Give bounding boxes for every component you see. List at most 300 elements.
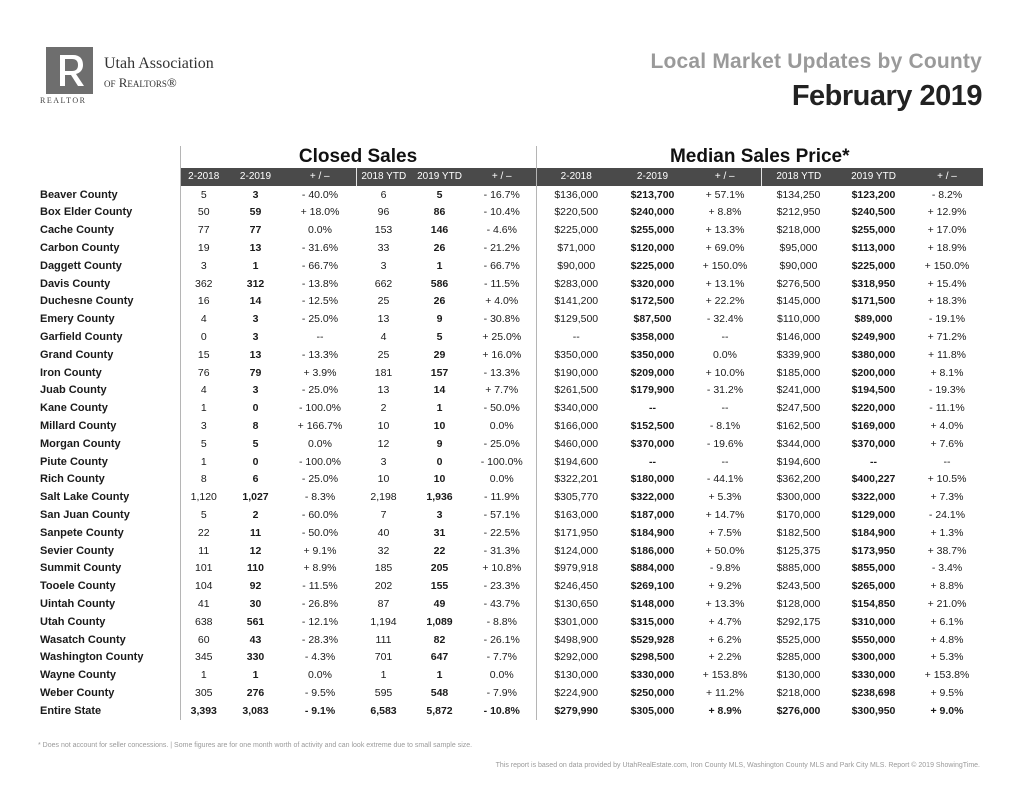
table-row bbox=[40, 275, 983, 293]
table-cell: 104 bbox=[180, 577, 227, 595]
table-cell: $218,000 bbox=[776, 224, 821, 237]
table-cell: $136,000 bbox=[536, 186, 616, 204]
table-cell: + 50.0% bbox=[705, 544, 745, 557]
table-cell: - 100.0% bbox=[298, 402, 342, 415]
table-cell: $184,900 bbox=[630, 526, 675, 539]
table-cell: 5 bbox=[180, 435, 227, 453]
table-cell: 2 bbox=[252, 509, 259, 522]
table-cell: + 8.1% bbox=[930, 366, 964, 379]
table-cell: + 18.0% bbox=[300, 206, 340, 219]
table-cell: 8 bbox=[180, 471, 227, 489]
table-cell: + 69.0% bbox=[705, 242, 745, 255]
table-cell: - 8.1% bbox=[709, 420, 741, 433]
table-cell: 49 bbox=[433, 598, 446, 611]
table-cell: $134,250 bbox=[776, 188, 821, 201]
county-name: Washington County bbox=[40, 651, 144, 664]
table-cell: $125,375 bbox=[776, 544, 821, 557]
table-cell: + 18.9% bbox=[927, 242, 967, 255]
table-cell: - 66.7% bbox=[301, 259, 339, 272]
table-cell: $169,000 bbox=[851, 420, 896, 433]
table-row bbox=[40, 417, 983, 435]
table-cell: 2 bbox=[380, 402, 387, 415]
table-cell: + 13.3% bbox=[705, 598, 745, 611]
table-row bbox=[40, 542, 983, 560]
table-cell: -- bbox=[721, 402, 729, 415]
table-cell: $340,000 bbox=[536, 399, 616, 417]
col-header-price-3: 2018 YTD bbox=[761, 168, 836, 186]
table-cell: 1 bbox=[252, 259, 259, 272]
table-cell: - 57.1% bbox=[483, 509, 520, 522]
table-cell: 146 bbox=[430, 224, 449, 237]
table-cell: $130,000 bbox=[536, 666, 616, 684]
table-cell: 5 bbox=[436, 188, 443, 201]
table-cell: 1 bbox=[180, 666, 227, 684]
table-row bbox=[40, 186, 983, 204]
table-cell: 157 bbox=[430, 366, 449, 379]
table-cell: $250,000 bbox=[630, 687, 675, 699]
table-cell: $90,000 bbox=[536, 257, 616, 275]
county-name: Salt Lake County bbox=[40, 491, 130, 504]
county-market-table bbox=[40, 146, 983, 720]
table-cell: + 7.5% bbox=[708, 526, 742, 539]
table-cell: $300,000 bbox=[851, 651, 896, 664]
county-name: Iron County bbox=[40, 366, 102, 379]
table-cell: - 50.0% bbox=[483, 402, 520, 415]
county-name: Wasatch County bbox=[40, 633, 126, 646]
table-cell: 31 bbox=[433, 526, 446, 539]
table-cell: 3,083 bbox=[242, 704, 269, 717]
table-cell: $145,000 bbox=[776, 295, 821, 308]
table-cell: $300,950 bbox=[851, 704, 896, 717]
table-cell: - 11.5% bbox=[484, 277, 520, 290]
table-cell: + 57.1% bbox=[705, 188, 745, 201]
table-cell: $130,000 bbox=[776, 669, 821, 682]
table-cell: $225,000 bbox=[851, 259, 896, 272]
table-cell: + 3.9% bbox=[303, 366, 337, 379]
table-cell: 60 bbox=[180, 631, 227, 649]
table-cell: 92 bbox=[249, 580, 262, 593]
table-cell: - 8.8% bbox=[486, 615, 517, 628]
table-cell: $225,000 bbox=[536, 221, 616, 239]
table-cell: $166,000 bbox=[536, 417, 616, 435]
table-cell: $240,500 bbox=[851, 206, 896, 219]
table-cell: $170,000 bbox=[776, 509, 821, 522]
table-cell: 0 bbox=[180, 328, 227, 346]
table-cell: + 11.2% bbox=[705, 687, 745, 699]
county-name: Entire State bbox=[40, 704, 102, 717]
total-row bbox=[40, 702, 983, 720]
col-header-price-0: 2-2018 bbox=[536, 168, 616, 186]
county-name: Carbon County bbox=[40, 242, 120, 255]
table-cell: 1,027 bbox=[242, 491, 269, 504]
table-cell: $152,500 bbox=[630, 420, 675, 433]
county-name: Utah County bbox=[40, 615, 106, 628]
table-cell: - 25.0% bbox=[483, 437, 520, 450]
county-name: Beaver County bbox=[40, 188, 118, 201]
table-cell: - 10.8% bbox=[483, 704, 520, 717]
table-cell: - 31.6% bbox=[301, 242, 339, 255]
table-row bbox=[40, 453, 983, 471]
table-cell: 87 bbox=[377, 598, 390, 611]
table-cell: 79 bbox=[249, 366, 262, 379]
table-row bbox=[40, 328, 983, 346]
table-cell: - 30.8% bbox=[483, 313, 520, 326]
table-cell: $212,950 bbox=[776, 206, 821, 219]
table-cell: + 11.8% bbox=[927, 348, 967, 361]
table-cell: 13 bbox=[377, 313, 390, 326]
table-row bbox=[40, 649, 983, 667]
table-cell: + 8.9% bbox=[303, 562, 337, 575]
table-cell: 111 bbox=[375, 633, 392, 646]
table-cell: + 7.3% bbox=[930, 491, 964, 504]
table-cell: - 21.2% bbox=[483, 242, 520, 255]
table-cell: 1 bbox=[380, 669, 387, 682]
table-cell: + 166.7% bbox=[297, 420, 343, 433]
table-cell: 22 bbox=[180, 524, 227, 542]
table-cell: 3 bbox=[180, 417, 227, 435]
col-header-closed-0: 2-2018 bbox=[180, 168, 227, 186]
table-cell: 22 bbox=[433, 544, 446, 557]
table-cell: 77 bbox=[180, 221, 227, 239]
table-cell: 3 bbox=[252, 331, 259, 344]
col-header-price-4: 2019 YTD bbox=[836, 168, 911, 186]
table-cell: + 10.5% bbox=[927, 473, 967, 486]
table-cell: 9 bbox=[436, 437, 443, 450]
table-cell: 5,872 bbox=[426, 704, 453, 717]
table-cell: - 44.1% bbox=[706, 473, 744, 486]
table-cell: $344,000 bbox=[776, 437, 821, 450]
table-cell: $194,500 bbox=[851, 384, 896, 397]
table-cell: $130,650 bbox=[536, 595, 616, 613]
table-cell: - 4.3% bbox=[304, 651, 336, 664]
table-cell: $285,000 bbox=[776, 651, 821, 664]
table-cell: 3 bbox=[180, 257, 227, 275]
table-cell: - 19.6% bbox=[706, 437, 744, 450]
table-cell: $298,500 bbox=[630, 651, 675, 664]
table-cell: - 11.5% bbox=[302, 580, 338, 593]
table-cell: 0.0% bbox=[489, 669, 514, 682]
table-cell: - 9.5% bbox=[304, 687, 336, 699]
table-cell: 59 bbox=[249, 206, 262, 219]
table-cell: - 100.0% bbox=[480, 455, 523, 468]
table-cell: - 100.0% bbox=[298, 455, 342, 468]
table-row bbox=[40, 506, 983, 524]
table-cell: + 9.1% bbox=[303, 544, 337, 557]
table-row bbox=[40, 631, 983, 649]
table-cell: + 25.0% bbox=[482, 331, 522, 344]
col-header-price-2: + / – bbox=[689, 168, 761, 186]
realtor-logo bbox=[46, 47, 93, 94]
table-cell: $276,000 bbox=[776, 704, 821, 717]
county-name: San Juan County bbox=[40, 509, 130, 522]
table-cell: $180,000 bbox=[630, 473, 675, 486]
table-cell: -- bbox=[870, 455, 877, 468]
table-cell: -- bbox=[721, 455, 729, 468]
table-cell: $190,000 bbox=[536, 364, 616, 382]
table-row bbox=[40, 524, 983, 542]
table-cell: -- bbox=[536, 328, 616, 346]
table-cell: $163,000 bbox=[536, 506, 616, 524]
table-cell: - 43.7% bbox=[483, 598, 520, 611]
table-cell: + 21.0% bbox=[927, 598, 967, 611]
table-cell: 0 bbox=[436, 455, 443, 468]
table-cell: 41 bbox=[180, 595, 227, 613]
table-cell: 1 bbox=[180, 399, 227, 417]
table-cell: $129,500 bbox=[536, 310, 616, 328]
table-cell: 1 bbox=[180, 453, 227, 471]
table-cell: 30 bbox=[249, 598, 262, 611]
table-cell: - 11.1% bbox=[929, 402, 965, 415]
table-cell: $249,900 bbox=[851, 331, 896, 344]
table-cell: $209,000 bbox=[630, 366, 675, 379]
county-name: Morgan County bbox=[40, 437, 121, 450]
table-cell: $380,000 bbox=[851, 348, 896, 361]
table-cell: 32 bbox=[377, 544, 390, 557]
table-cell: 0.0% bbox=[308, 224, 332, 237]
table-row bbox=[40, 613, 983, 631]
table-cell: 5 bbox=[252, 437, 259, 450]
col-header-closed-1: 2-2019 bbox=[227, 168, 284, 186]
table-cell: 1 bbox=[436, 402, 443, 415]
table-row bbox=[40, 560, 983, 578]
table-cell: $162,500 bbox=[776, 420, 821, 433]
table-row bbox=[40, 435, 983, 453]
table-cell: 202 bbox=[374, 580, 393, 593]
table-cell: $120,000 bbox=[630, 242, 675, 255]
county-name: Wayne County bbox=[40, 669, 116, 682]
table-cell: - 23.3% bbox=[483, 580, 520, 593]
table-cell: + 6.2% bbox=[708, 633, 742, 646]
table-cell: 15 bbox=[180, 346, 227, 364]
table-cell: 205 bbox=[430, 562, 449, 575]
table-cell: + 15.4% bbox=[927, 277, 967, 290]
table-cell: $89,000 bbox=[854, 313, 893, 326]
table-cell: + 9.5% bbox=[930, 687, 964, 699]
table-cell: 3 bbox=[252, 313, 259, 326]
table-cell: $322,201 bbox=[536, 471, 616, 489]
table-cell: 12 bbox=[249, 544, 262, 557]
table-cell: 362 bbox=[180, 275, 227, 293]
table-cell: 77 bbox=[249, 224, 262, 237]
table-cell: - 9.8% bbox=[709, 562, 741, 575]
table-cell: - 28.3% bbox=[301, 633, 339, 646]
county-name: Tooele County bbox=[40, 580, 116, 593]
table-cell: $279,990 bbox=[536, 702, 616, 720]
table-cell: -- bbox=[721, 331, 729, 344]
table-cell: $128,000 bbox=[776, 598, 821, 611]
county-name: Daggett County bbox=[40, 259, 122, 272]
table-cell: 345 bbox=[180, 649, 227, 667]
table-cell: $146,000 bbox=[776, 331, 821, 344]
table-row bbox=[40, 684, 983, 702]
table-row bbox=[40, 293, 983, 311]
table-row bbox=[40, 204, 983, 222]
table-cell: + 4.7% bbox=[708, 615, 742, 628]
report-date: February 2019 bbox=[791, 80, 982, 112]
table-cell: - 66.7% bbox=[483, 259, 520, 272]
table-row bbox=[40, 346, 983, 364]
table-cell: - 25.0% bbox=[301, 384, 339, 397]
table-cell: 3 bbox=[380, 259, 387, 272]
table-cell: $110,000 bbox=[776, 313, 820, 326]
table-cell: - 7.9% bbox=[486, 687, 517, 699]
table-cell: - 4.6% bbox=[486, 224, 517, 237]
table-cell: 647 bbox=[430, 651, 449, 664]
table-cell: + 150.0% bbox=[702, 259, 748, 272]
table-cell: 0.0% bbox=[713, 348, 737, 361]
table-cell: - 13.3% bbox=[301, 348, 339, 361]
table-cell: 86 bbox=[433, 206, 446, 219]
table-cell: 1,936 bbox=[426, 491, 453, 504]
table-cell: $246,450 bbox=[536, 577, 616, 595]
table-cell: $310,000 bbox=[851, 615, 896, 628]
table-cell: $884,000 bbox=[630, 562, 675, 575]
table-cell: $95,000 bbox=[779, 242, 818, 255]
table-cell: - 32.4% bbox=[706, 313, 744, 326]
table-cell: - 16.7% bbox=[483, 188, 520, 201]
table-cell: 638 bbox=[180, 613, 227, 631]
table-cell: 155 bbox=[430, 580, 449, 593]
table-cell: 0.0% bbox=[489, 473, 514, 486]
table-cell: $194,600 bbox=[776, 455, 821, 468]
table-cell: $318,950 bbox=[851, 277, 896, 290]
table-cell: 595 bbox=[374, 687, 393, 699]
col-header-closed-3: 2018 YTD bbox=[356, 168, 411, 186]
county-name: Duchesne County bbox=[40, 295, 134, 308]
table-cell: 7 bbox=[380, 509, 387, 522]
table-row bbox=[40, 471, 983, 489]
county-name: Sevier County bbox=[40, 544, 114, 557]
table-cell: 276 bbox=[246, 687, 265, 699]
county-name: Garfield County bbox=[40, 331, 123, 344]
table-cell: 586 bbox=[430, 277, 449, 290]
table-cell: $322,000 bbox=[851, 491, 896, 504]
table-cell: $276,500 bbox=[776, 277, 821, 290]
table-cell: 10 bbox=[433, 420, 446, 433]
table-cell: $187,000 bbox=[630, 509, 675, 522]
table-cell: $330,000 bbox=[630, 669, 675, 682]
table-cell: $87,500 bbox=[633, 313, 672, 326]
table-cell: $172,500 bbox=[630, 295, 675, 308]
table-cell: 14 bbox=[249, 295, 262, 308]
table-cell: $71,000 bbox=[536, 239, 616, 257]
table-cell: - 9.1% bbox=[304, 704, 336, 717]
table-cell: $240,000 bbox=[630, 206, 675, 219]
table-cell: + 17.0% bbox=[927, 224, 967, 237]
table-cell: $185,000 bbox=[776, 366, 821, 379]
table-cell: $124,000 bbox=[536, 542, 616, 560]
table-cell: 76 bbox=[180, 364, 227, 382]
table-cell: 1,194 bbox=[370, 615, 397, 628]
table-cell: 3 bbox=[252, 188, 259, 201]
association-line2: of Realtors® bbox=[104, 75, 177, 90]
table-cell: + 153.8% bbox=[702, 669, 748, 682]
col-header-price-1: 2-2019 bbox=[616, 168, 689, 186]
table-cell: + 10.0% bbox=[705, 366, 745, 379]
table-cell: + 16.0% bbox=[482, 348, 522, 361]
table-cell: 26 bbox=[433, 242, 446, 255]
table-cell: 43 bbox=[249, 633, 262, 646]
table-cell: 12 bbox=[377, 437, 390, 450]
table-cell: $200,000 bbox=[851, 366, 896, 379]
table-cell: $358,000 bbox=[630, 331, 675, 344]
table-cell: $855,000 bbox=[851, 562, 896, 575]
county-name: Millard County bbox=[40, 420, 117, 433]
table-cell: 1 bbox=[252, 669, 259, 682]
table-cell: $885,000 bbox=[776, 562, 821, 575]
table-cell: 548 bbox=[430, 687, 449, 699]
table-cell: 5 bbox=[436, 331, 443, 344]
table-cell: $350,000 bbox=[536, 346, 616, 364]
table-cell: - 8.3% bbox=[304, 491, 336, 504]
table-cell: + 150.0% bbox=[924, 259, 970, 272]
table-row bbox=[40, 257, 983, 275]
col-header-closed-4: 2019 YTD bbox=[411, 168, 468, 186]
table-cell: - 40.0% bbox=[301, 188, 339, 201]
table-cell: $305,000 bbox=[630, 704, 675, 717]
table-cell: + 1.3% bbox=[930, 526, 964, 539]
table-cell: 6 bbox=[252, 473, 259, 486]
table-cell: $320,000 bbox=[630, 277, 675, 290]
footnote-concessions: * Does not account for seller concessions. | Some figures are for one month worth of activity and can look extreme due to small sample size. bbox=[38, 742, 473, 749]
table-cell: -- bbox=[943, 455, 951, 468]
table-cell: - 7.7% bbox=[486, 651, 517, 664]
table-cell: $225,000 bbox=[630, 259, 675, 272]
county-name: Emery County bbox=[40, 313, 115, 326]
table-cell: 14 bbox=[433, 384, 446, 397]
table-cell: 19 bbox=[180, 239, 227, 257]
table-cell: 5 bbox=[180, 506, 227, 524]
table-cell: $261,500 bbox=[536, 382, 616, 400]
county-name: Cache County bbox=[40, 224, 114, 237]
county-name: Kane County bbox=[40, 402, 108, 415]
county-name: Summit County bbox=[40, 562, 122, 575]
table-row bbox=[40, 488, 983, 506]
table-row bbox=[40, 221, 983, 239]
table-row bbox=[40, 382, 983, 400]
table-cell: $550,000 bbox=[851, 633, 896, 646]
table-cell: $300,000 bbox=[776, 491, 821, 504]
table-cell: 13 bbox=[249, 348, 262, 361]
table-cell: $292,000 bbox=[536, 649, 616, 667]
table-cell: $301,000 bbox=[536, 613, 616, 631]
table-cell: 25 bbox=[377, 348, 390, 361]
county-name: Davis County bbox=[40, 277, 111, 290]
table-cell: 10 bbox=[377, 473, 390, 486]
footnote-source: This report is based on data provided by UtahRealEstate.com, Iron County MLS, Washington County MLS and Park City MLS. Report © 2019 ShowingTime. bbox=[495, 762, 980, 769]
table-cell: $979,918 bbox=[536, 560, 616, 578]
closed-sales-heading: Closed Sales bbox=[180, 146, 536, 168]
table-cell: 29 bbox=[433, 348, 446, 361]
table-cell: 4 bbox=[180, 310, 227, 328]
table-cell: - 50.0% bbox=[301, 526, 339, 539]
table-cell: $154,850 bbox=[851, 598, 896, 611]
table-cell: 9 bbox=[436, 313, 443, 326]
table-cell: - 10.4% bbox=[483, 206, 520, 219]
table-cell: + 2.2% bbox=[708, 651, 742, 664]
table-cell: + 18.3% bbox=[927, 295, 967, 308]
table-cell: - 26.1% bbox=[483, 633, 520, 646]
table-cell: $255,000 bbox=[630, 224, 675, 237]
realtor-wordmark: REALTOR bbox=[40, 96, 87, 105]
table-cell: - 11.9% bbox=[484, 491, 520, 504]
table-cell: + 4.8% bbox=[930, 633, 964, 646]
table-cell: $315,000 bbox=[630, 615, 675, 628]
table-cell: $247,500 bbox=[776, 402, 821, 415]
table-cell: 82 bbox=[433, 633, 446, 646]
table-cell: 0 bbox=[252, 455, 259, 468]
table-row bbox=[40, 399, 983, 417]
